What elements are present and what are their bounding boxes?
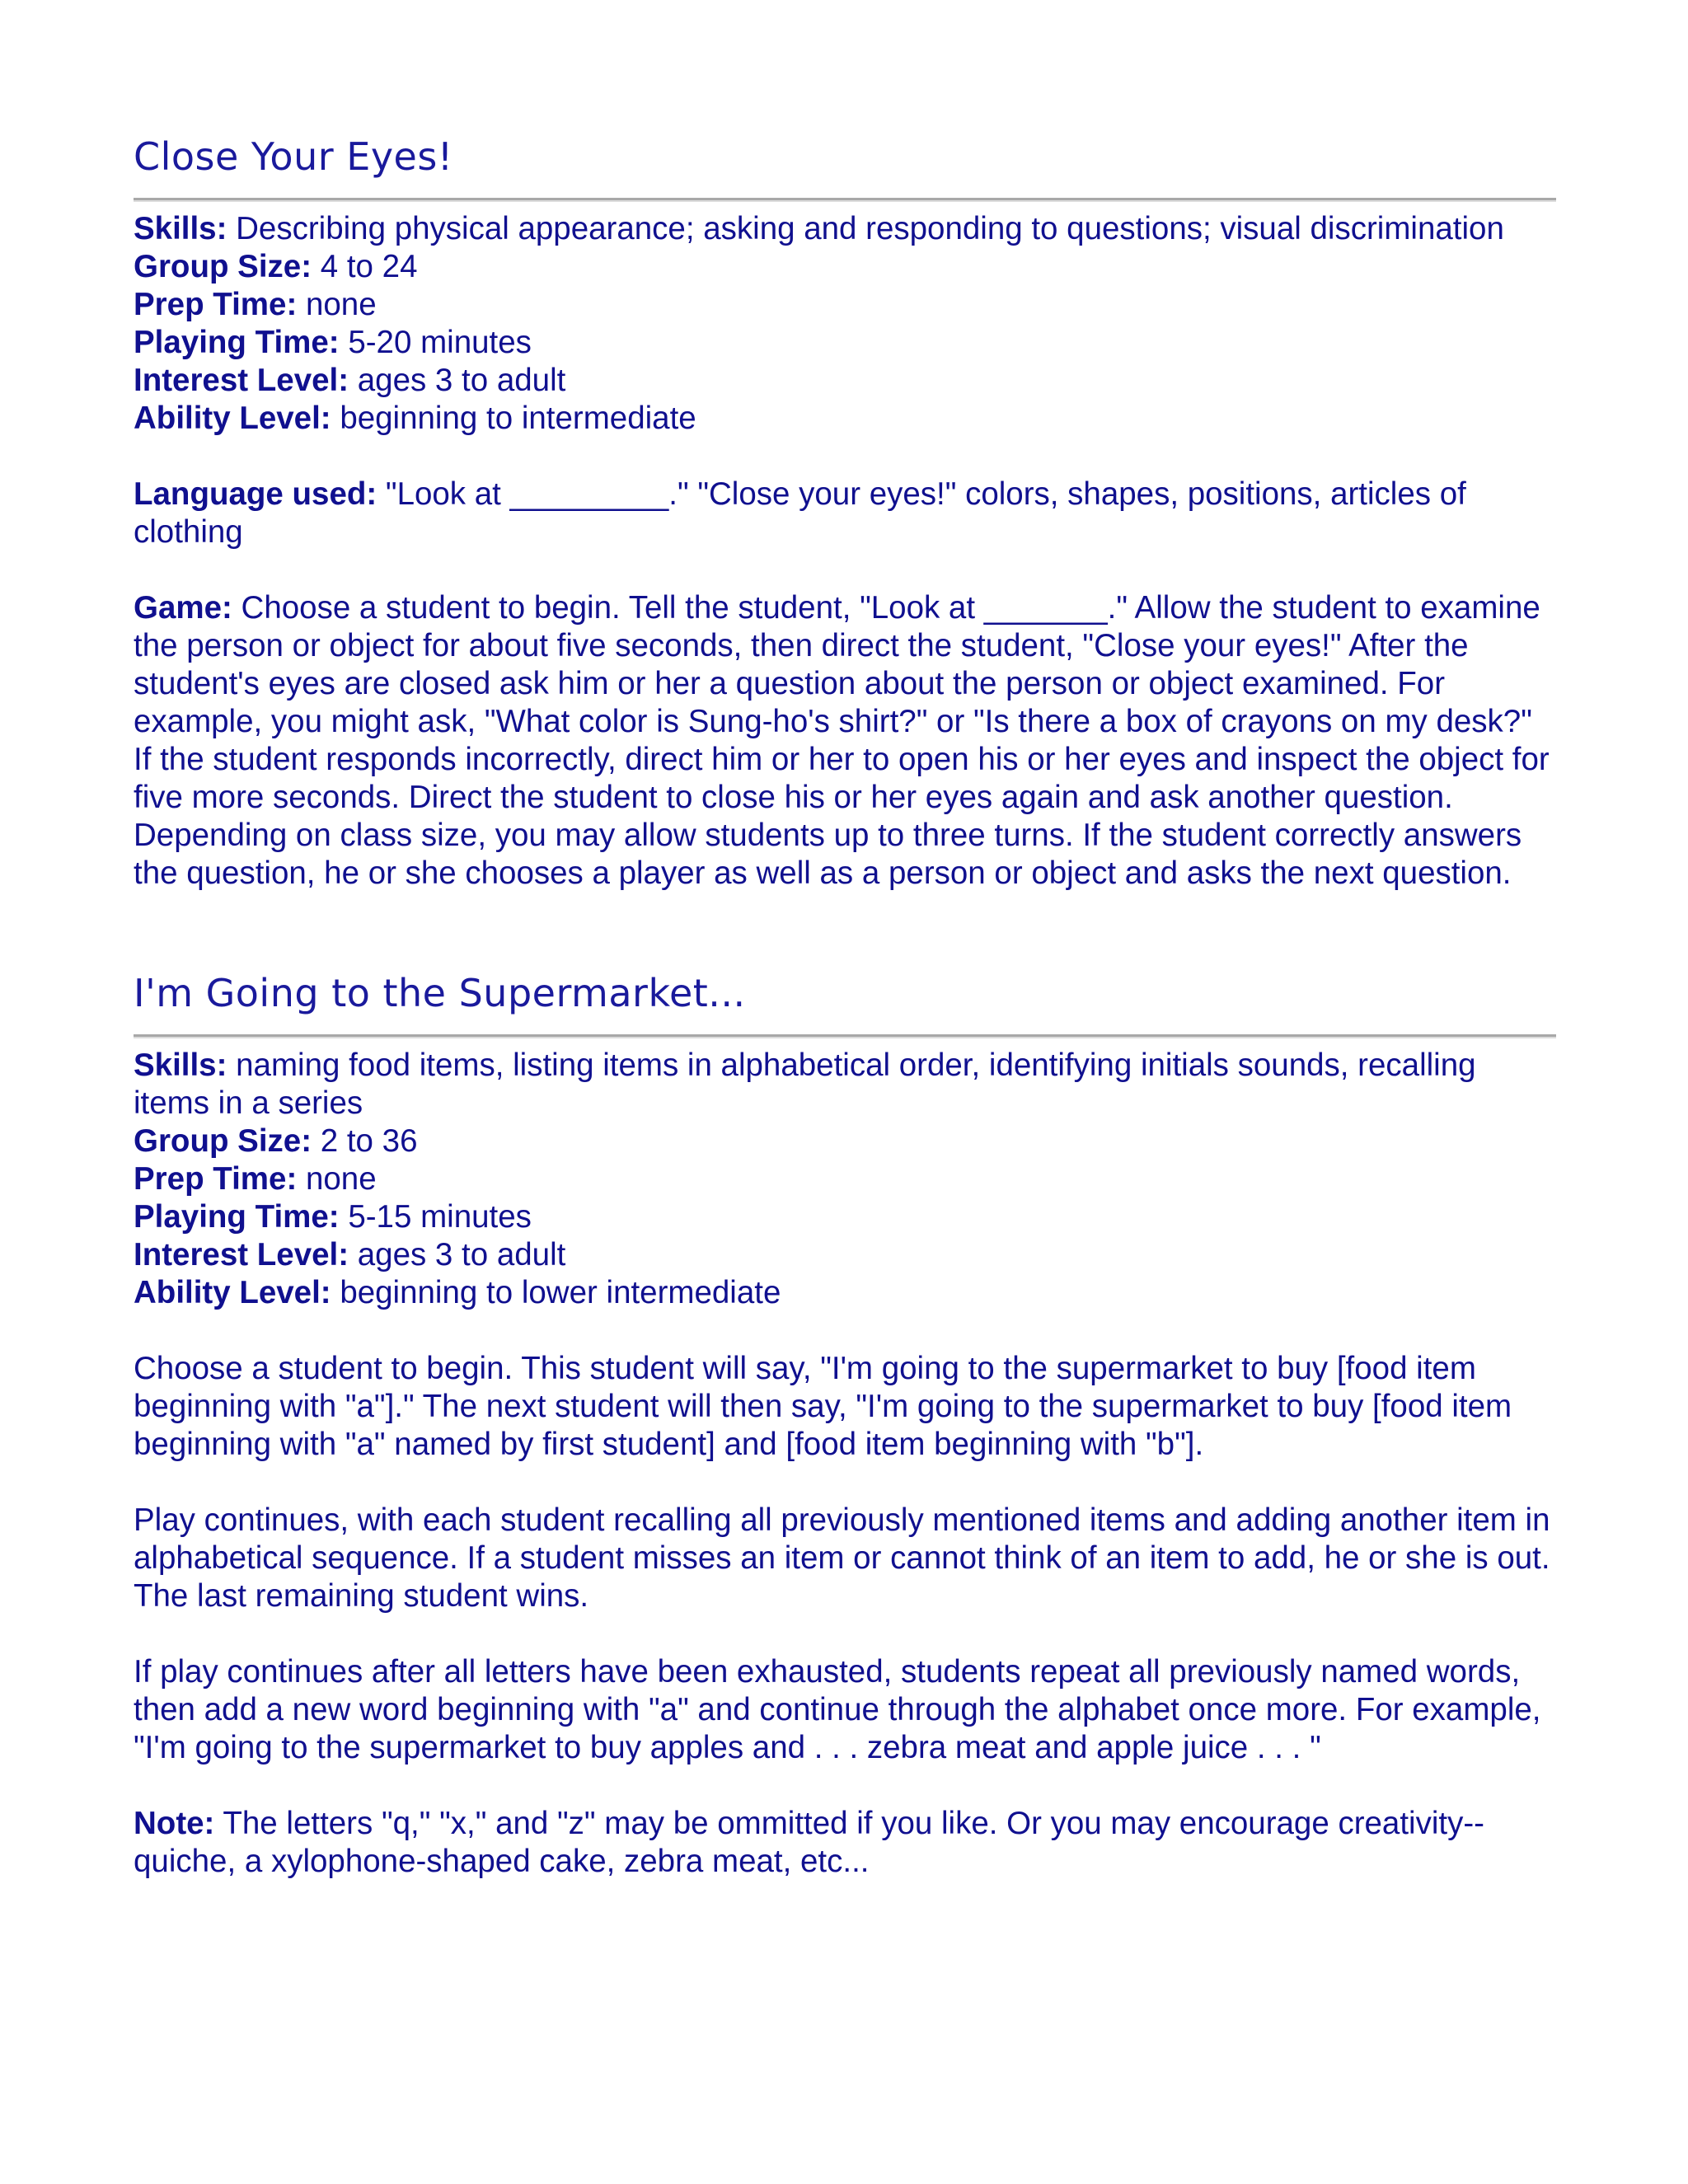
- playing-time-label: Playing Time:: [134, 325, 340, 360]
- group-size-line: [134, 248, 1556, 286]
- document-page: [134, 132, 1556, 1881]
- prep-time-line: [134, 286, 1556, 324]
- ability-level-line: [134, 400, 1556, 438]
- horizontal-rule: [134, 1034, 1556, 1038]
- note-text: The letters "q," "x," and "z" may be ommitted if you like. Or you may encourage creativity--quiche, a xylophone-shaped cake, zebra meat, etc...: [134, 1806, 1484, 1879]
- skills-value: naming food items, listing items in alphabetical order, identifying initials sounds, recalling items in a series: [134, 1047, 1476, 1121]
- section-spacer: [134, 893, 1556, 968]
- ability-level-value: beginning to intermediate: [331, 401, 696, 436]
- game-title: I'm Going to the Supermarket...: [134, 971, 746, 1015]
- prep-time-label: Prep Time:: [134, 1161, 298, 1197]
- language-used-value: "Look at _________." "Close your eyes!" colors, shapes, positions, articles of clothing: [134, 476, 1466, 550]
- interest-level-label: Interest Level:: [134, 363, 349, 398]
- rules-paragraph-1: Choose a student to begin. This student will say, "I'm going to the supermarket to buy [food item beginning with "a"]." The next student will then say, "I'm going to the supermarket to buy [food item beginning with "a" named by first student] and [food item beginning with "b"].: [134, 1351, 1512, 1462]
- ability-level-label: Ability Level:: [134, 401, 331, 436]
- skills-line: [134, 210, 1556, 248]
- rules-paragraph-3: If play continues after all letters have been exhausted, students repeat all previously named words, then add a new word beginning with "a" and continue through the alphabet once more. For example, "I'm going to the supermarket to buy apples and . . . zebra meat and apple juice . . . ": [134, 1654, 1541, 1765]
- note-label: Note:: [134, 1806, 215, 1841]
- game-instructions-text: Choose a student to begin. Tell the student, "Look at _______." Allow the student to examine the person or object for about five seconds, then direct the student, "Close your eyes!" After the student's eyes are closed ask him or her a question about the person or object examined. For example, you might ask, "What color is Sung-ho's shirt?" or "Is there a box of crayons on my desk?" If the student responds incorrectly, direct him or her to open his or her eyes and inspect the object for five more seconds. Direct the student to close his or her eyes again and ask another question. Depending on class size, you may allow students up to three turns. If the student correctly answers the question, he or she chooses a player as well as a person or object and asks the next question.: [134, 590, 1550, 891]
- group-size-line: [134, 1122, 1556, 1160]
- skills-line: [134, 1047, 1556, 1122]
- group-size-label: Group Size:: [134, 249, 312, 284]
- game-title: Close Your Eyes!: [134, 134, 453, 179]
- playing-time-label: Playing Time:: [134, 1199, 340, 1235]
- interest-level-line: [134, 1236, 1556, 1274]
- game-instructions-paragraph: [134, 589, 1556, 893]
- game-label: Game:: [134, 590, 232, 626]
- game-section-supermarket: [134, 968, 1556, 1881]
- playing-time-line: [134, 324, 1556, 362]
- skills-value: Describing physical appearance; asking and responding to questions; visual discrimination: [227, 211, 1504, 246]
- ability-level-label: Ability Level:: [134, 1275, 331, 1310]
- skills-label: Skills:: [134, 211, 227, 246]
- game-details: [134, 1047, 1556, 1312]
- horizontal-rule: [134, 198, 1556, 202]
- group-size-label: Group Size:: [134, 1123, 312, 1159]
- interest-level-line: [134, 362, 1556, 400]
- prep-time-line: [134, 1160, 1556, 1198]
- interest-level-value: ages 3 to adult: [349, 363, 566, 398]
- group-size-value: 2 to 36: [312, 1123, 418, 1159]
- game-section-close-your-eyes: [134, 132, 1556, 893]
- prep-time-label: Prep Time:: [134, 287, 298, 322]
- ability-level-line: [134, 1274, 1556, 1312]
- game-details: [134, 210, 1556, 438]
- note-paragraph: [134, 1805, 1556, 1881]
- skills-label: Skills:: [134, 1047, 227, 1083]
- group-size-value: 4 to 24: [312, 249, 418, 284]
- language-used-label: Language used:: [134, 476, 377, 512]
- interest-level-value: ages 3 to adult: [349, 1237, 566, 1272]
- language-used-paragraph: [134, 476, 1556, 551]
- playing-time-value: 5-20 minutes: [339, 325, 532, 360]
- playing-time-line: [134, 1198, 1556, 1236]
- prep-time-value: none: [297, 287, 377, 322]
- ability-level-value: beginning to lower intermediate: [331, 1275, 781, 1310]
- playing-time-value: 5-15 minutes: [339, 1199, 532, 1235]
- prep-time-value: none: [297, 1161, 377, 1197]
- interest-level-label: Interest Level:: [134, 1237, 349, 1272]
- rules-paragraph-2: Play continues, with each student recalling all previously mentioned items and adding another item in alphabetical sequence. If a student misses an item or cannot think of an item to add, he or she is out. The last remaining student wins.: [134, 1502, 1550, 1614]
